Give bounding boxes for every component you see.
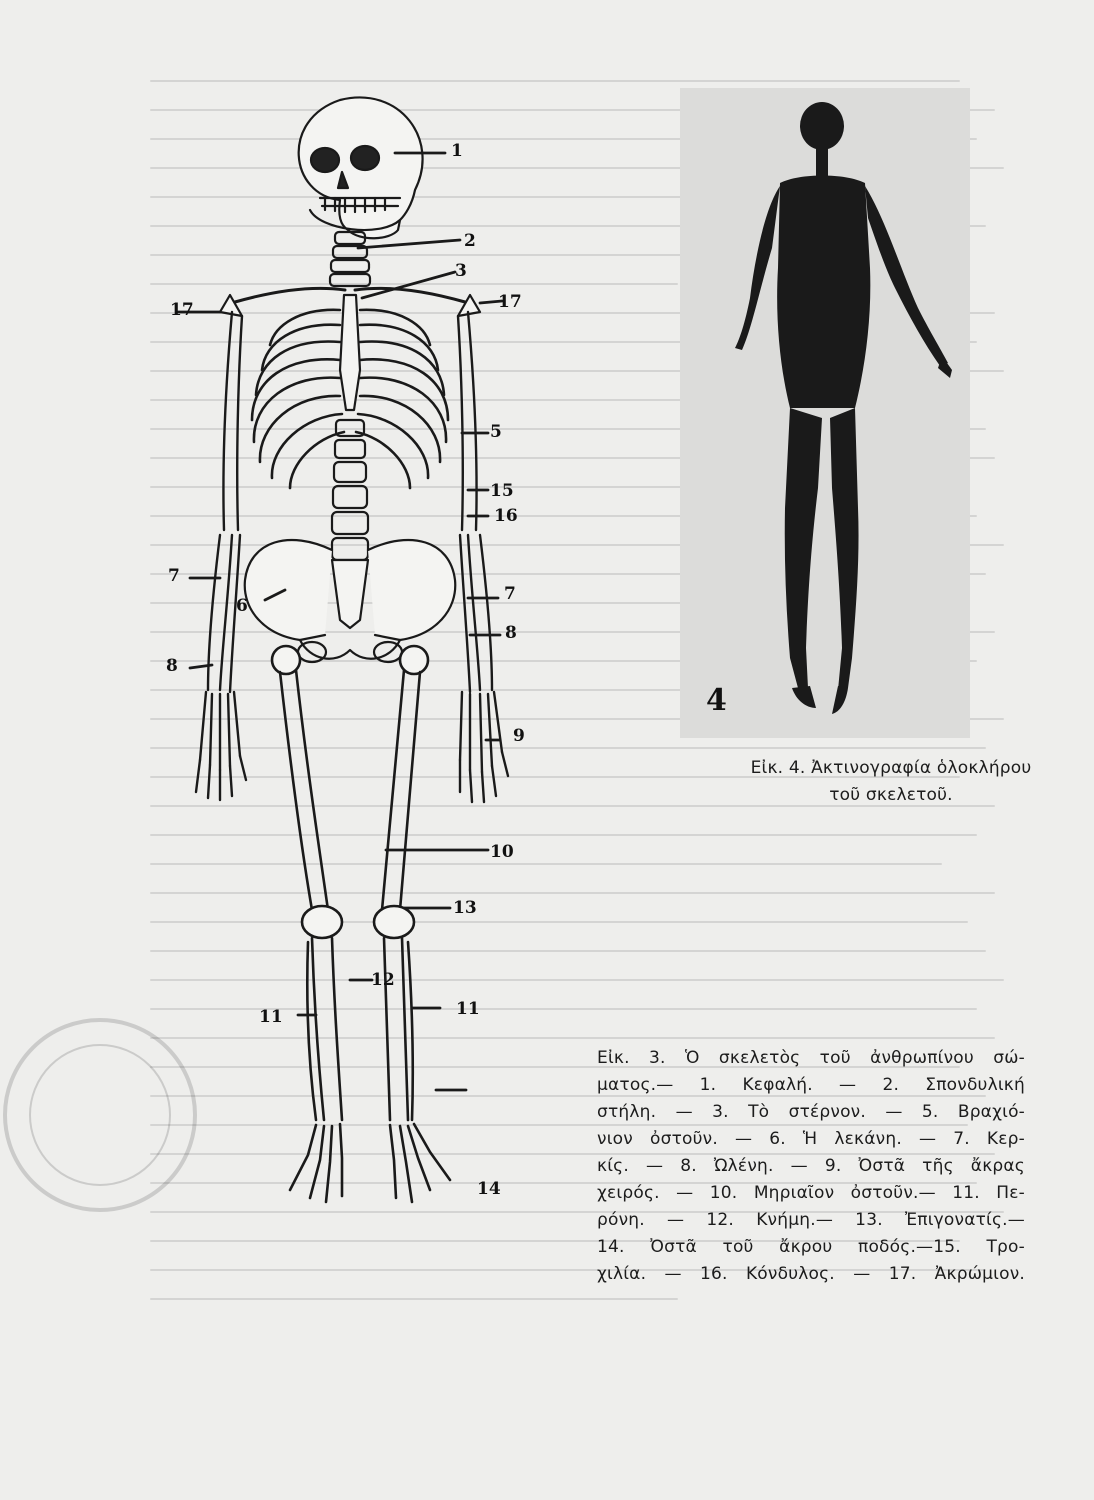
figure4-caption-line1: Εἰκ. 4. Ἀκτινογραφία ὁλοκλήρου: [750, 758, 1032, 778]
left-leg: [272, 646, 342, 1202]
label-7-right: 7: [504, 584, 516, 604]
label-1: 1: [451, 141, 463, 161]
figure3-caption-line: 14. Ὀστᾶ τοῦ ἄκρου ποδός.—15. Τρο-: [597, 1237, 1025, 1257]
skeleton-drawing: [150, 80, 580, 1270]
cervical-spine: [330, 232, 370, 286]
figure4-caption-line2: τοῦ σκελετοῦ.: [829, 785, 953, 805]
figure3-caption-line: χιλία. — 16. Κόνδυλος. — 17. Ἀκρώμιον.: [597, 1264, 1025, 1284]
label-16: 16: [494, 506, 518, 526]
label-8-left: 8: [166, 656, 178, 676]
figure3-caption-line: νιον ὀστοῦν. — 6. Ἡ λεκάνη. — 7. Κερ-: [597, 1129, 1025, 1149]
left-arm: [196, 312, 246, 800]
leader-lines: [178, 153, 502, 1090]
label-13: 13: [453, 898, 477, 918]
label-12: 12: [371, 970, 395, 990]
label-11-right: 11: [456, 999, 480, 1019]
label-9: 9: [513, 726, 525, 746]
figure4-caption: [741, 755, 1041, 809]
label-17-right: 17: [498, 292, 522, 312]
figure3-caption-line: ρόνη. — 12. Κνήμη.— 13. Ἐπιγονατίς.—: [597, 1210, 1025, 1230]
spine: [332, 420, 368, 560]
right-arm: [458, 312, 508, 802]
figure3-caption-line: ματος.— 1. Κεφαλή. — 2. Σπονδυλική: [597, 1075, 1025, 1095]
right-leg: [374, 646, 450, 1202]
figure3-caption-line: στήλη. — 3. Τὸ στέρνον. — 5. Βραχιό-: [597, 1102, 1025, 1122]
label-15: 15: [490, 481, 514, 501]
label-8-right: 8: [505, 623, 517, 643]
label-5: 5: [490, 422, 502, 442]
skull: [299, 97, 423, 238]
figure3-caption-line: κίς. — 8. Ὠλένη. — 9. Ὀστᾶ τῆς ἄκρας: [597, 1156, 1025, 1176]
label-6: 6: [236, 596, 248, 616]
figure3-caption: [597, 1045, 1025, 1288]
figure3-caption-line: χειρός. — 10. Μηριαῖον ὀστοῦν.— 11. Πε-: [597, 1183, 1025, 1203]
xray-photo: [680, 88, 970, 738]
label-3: 3: [455, 261, 467, 281]
figure3-caption-line: Εἰκ. 3. Ὁ σκελετὸς τοῦ ἀνθρωπίνου σώ-: [597, 1048, 1025, 1068]
pelvis: [245, 540, 456, 662]
label-7-left: 7: [168, 566, 180, 586]
label-2: 2: [464, 231, 476, 251]
label-14: 14: [477, 1179, 501, 1199]
label-17-left: 17: [170, 300, 194, 320]
label-11-left: 11: [259, 1007, 283, 1027]
label-10: 10: [490, 842, 514, 862]
xray-figure-number: 4: [706, 683, 727, 718]
